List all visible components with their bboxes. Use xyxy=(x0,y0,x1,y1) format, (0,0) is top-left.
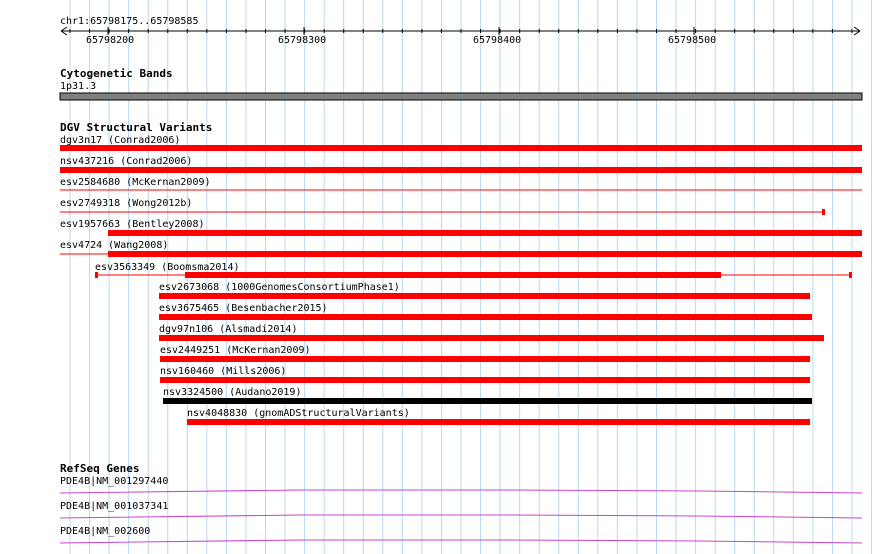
variant-label[interactable]: nsv437216 (Conrad2006) xyxy=(60,156,193,167)
variant-label[interactable]: dgv3n17 (Conrad2006) xyxy=(60,135,181,146)
variant-bar xyxy=(159,293,810,299)
variant-bar xyxy=(159,314,812,320)
variant-bar xyxy=(163,398,812,404)
track-title-cytogenetic[interactable]: Cytogenetic Bands xyxy=(60,67,173,80)
ruler-tick-label: 65798400 xyxy=(473,35,522,46)
variant-end-block xyxy=(849,272,852,278)
variant-label[interactable]: esv4724 (Wang2008) xyxy=(60,240,169,251)
track-title-refseq[interactable]: RefSeq Genes xyxy=(60,462,140,475)
variant-bar xyxy=(108,230,862,236)
variant-bar xyxy=(185,272,721,278)
variant-label[interactable]: esv3675465 (Besenbacher2015) xyxy=(159,303,328,314)
variant-label[interactable]: esv1957663 (Bentley2008) xyxy=(60,219,205,230)
variant-label[interactable]: nsv3324500 (Audano2019) xyxy=(163,387,302,398)
variant-end-block xyxy=(822,209,825,215)
variant-bar xyxy=(160,377,810,383)
variant-bar xyxy=(108,251,862,257)
gene-label[interactable]: PDE4B|NM_002600 xyxy=(60,526,151,537)
ruler-tick-label: 65798500 xyxy=(668,35,717,46)
gene-label[interactable]: PDE4B|NM_001037341 xyxy=(60,501,169,512)
ruler-tick-label: 65798200 xyxy=(86,35,135,46)
cytoband-label: 1p31.3 xyxy=(60,81,97,92)
variant-bar xyxy=(160,356,810,362)
variant-label[interactable]: esv2449251 (McKernan2009) xyxy=(160,345,311,356)
gene-label[interactable]: PDE4B|NM_001297440 xyxy=(60,476,169,487)
variant-bar xyxy=(159,335,824,341)
variant-label[interactable]: esv2673068 (1000GenomesConsortiumPhase1) xyxy=(159,282,400,293)
cytoband-bar xyxy=(60,93,862,100)
variant-label[interactable]: nsv160460 (Mills2006) xyxy=(160,366,287,377)
location-label: chr1:65798175..65798585 xyxy=(60,16,199,27)
variant-bar xyxy=(187,419,810,425)
variant-bar xyxy=(60,167,862,173)
variant-label[interactable]: dgv97n106 (Alsmadi2014) xyxy=(159,324,298,335)
ruler-tick-label: 65798300 xyxy=(278,35,327,46)
variant-label[interactable]: esv2584680 (McKernan2009) xyxy=(60,177,211,188)
variant-label[interactable]: esv3563349 (Boomsma2014) xyxy=(95,262,240,273)
track-title-dgv[interactable]: DGV Structural Variants xyxy=(60,121,213,134)
variant-label[interactable]: nsv4048830 (gnomADStructuralVariants) xyxy=(187,408,410,419)
variant-label[interactable]: esv2749318 (Wong2012b) xyxy=(60,198,193,209)
